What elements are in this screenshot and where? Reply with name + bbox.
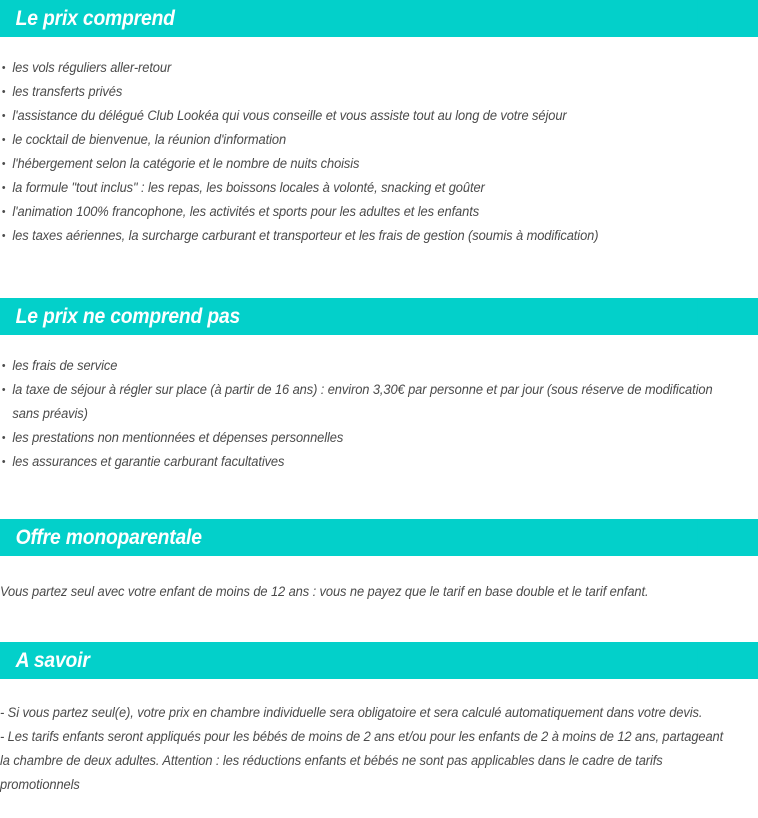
list-item: • la formule "tout inclus" : les repas, les boissons locales à volonté, snacking et goûter bbox=[0, 176, 724, 200]
inclusions-list bbox=[0, 56, 758, 248]
spacer bbox=[0, 248, 758, 298]
spacer bbox=[0, 335, 758, 354]
list-item: • l'hébergement selon la catégorie et le nombre de nuits choisis bbox=[0, 152, 724, 176]
list-item: • le cocktail de bienvenue, la réunion d'information bbox=[0, 128, 724, 152]
list-item: • l'animation 100% francophone, les activités et sports pour les adultes et les enfants bbox=[0, 200, 724, 224]
list-item: • les frais de service bbox=[0, 354, 724, 378]
exclusions-list bbox=[0, 354, 758, 474]
list-item: • les prestations non mentionnées et dépenses personnelles bbox=[0, 426, 724, 450]
list-item: • la taxe de séjour à régler sur place (à partir de 16 ans) : environ 3,30€ par personne et par jour (sous réserve de modification sans préavis) bbox=[0, 378, 724, 426]
section-body-le-prix-ne-comprend-pas bbox=[0, 354, 758, 474]
section-heading-text: Offre monoparentale bbox=[0, 519, 697, 556]
list-item: • les taxes aériennes, la surcharge carburant et transporteur et les frais de gestion (soumis à modification) bbox=[0, 224, 724, 248]
spacer bbox=[0, 556, 758, 580]
section-body-offre-monoparentale bbox=[0, 580, 758, 604]
section-heading-text: A savoir bbox=[0, 642, 697, 679]
spacer bbox=[0, 679, 758, 701]
section-heading-text: Le prix ne comprend pas bbox=[0, 298, 697, 335]
section-body-le-prix-comprend bbox=[0, 56, 758, 248]
list-item: • les assurances et garantie carburant facultatives bbox=[0, 450, 724, 474]
paragraph: - Si vous partez seul(e), votre prix en chambre individuelle sera obligatoire et sera calculé automatiquement dans votre devis. bbox=[0, 705, 703, 720]
list-item: • l'assistance du délégué Club Lookéa qui vous conseille et vous assiste tout au long de votre séjour bbox=[0, 104, 724, 128]
list-item: • les vols réguliers aller-retour bbox=[0, 56, 724, 80]
section-heading-text: Le prix comprend bbox=[0, 0, 697, 37]
spacer bbox=[0, 37, 758, 56]
section-header-a-savoir bbox=[0, 642, 758, 679]
section-header-offre-monoparentale bbox=[0, 519, 758, 556]
section-body-a-savoir bbox=[0, 701, 758, 797]
spacer bbox=[0, 604, 758, 642]
paragraph: - Les tarifs enfants seront appliqués pour les bébés de moins de 2 ans et/ou pour les enfants de 2 à moins de 12 ans, partageant la chambre de deux adultes. Attention : les réductions enfants et bébés ne sont pas applicables dans le cadre de tarifs promotionnels bbox=[0, 729, 724, 792]
section-header-le-prix-ne-comprend-pas bbox=[0, 298, 758, 335]
list-item: • les transferts privés bbox=[0, 80, 724, 104]
paragraph: Vous partez seul avec votre enfant de moins de 12 ans : vous ne payez que le tarif en base double et le tarif enfant. bbox=[0, 584, 649, 599]
spacer bbox=[0, 474, 758, 519]
section-header-le-prix-comprend bbox=[0, 0, 758, 37]
